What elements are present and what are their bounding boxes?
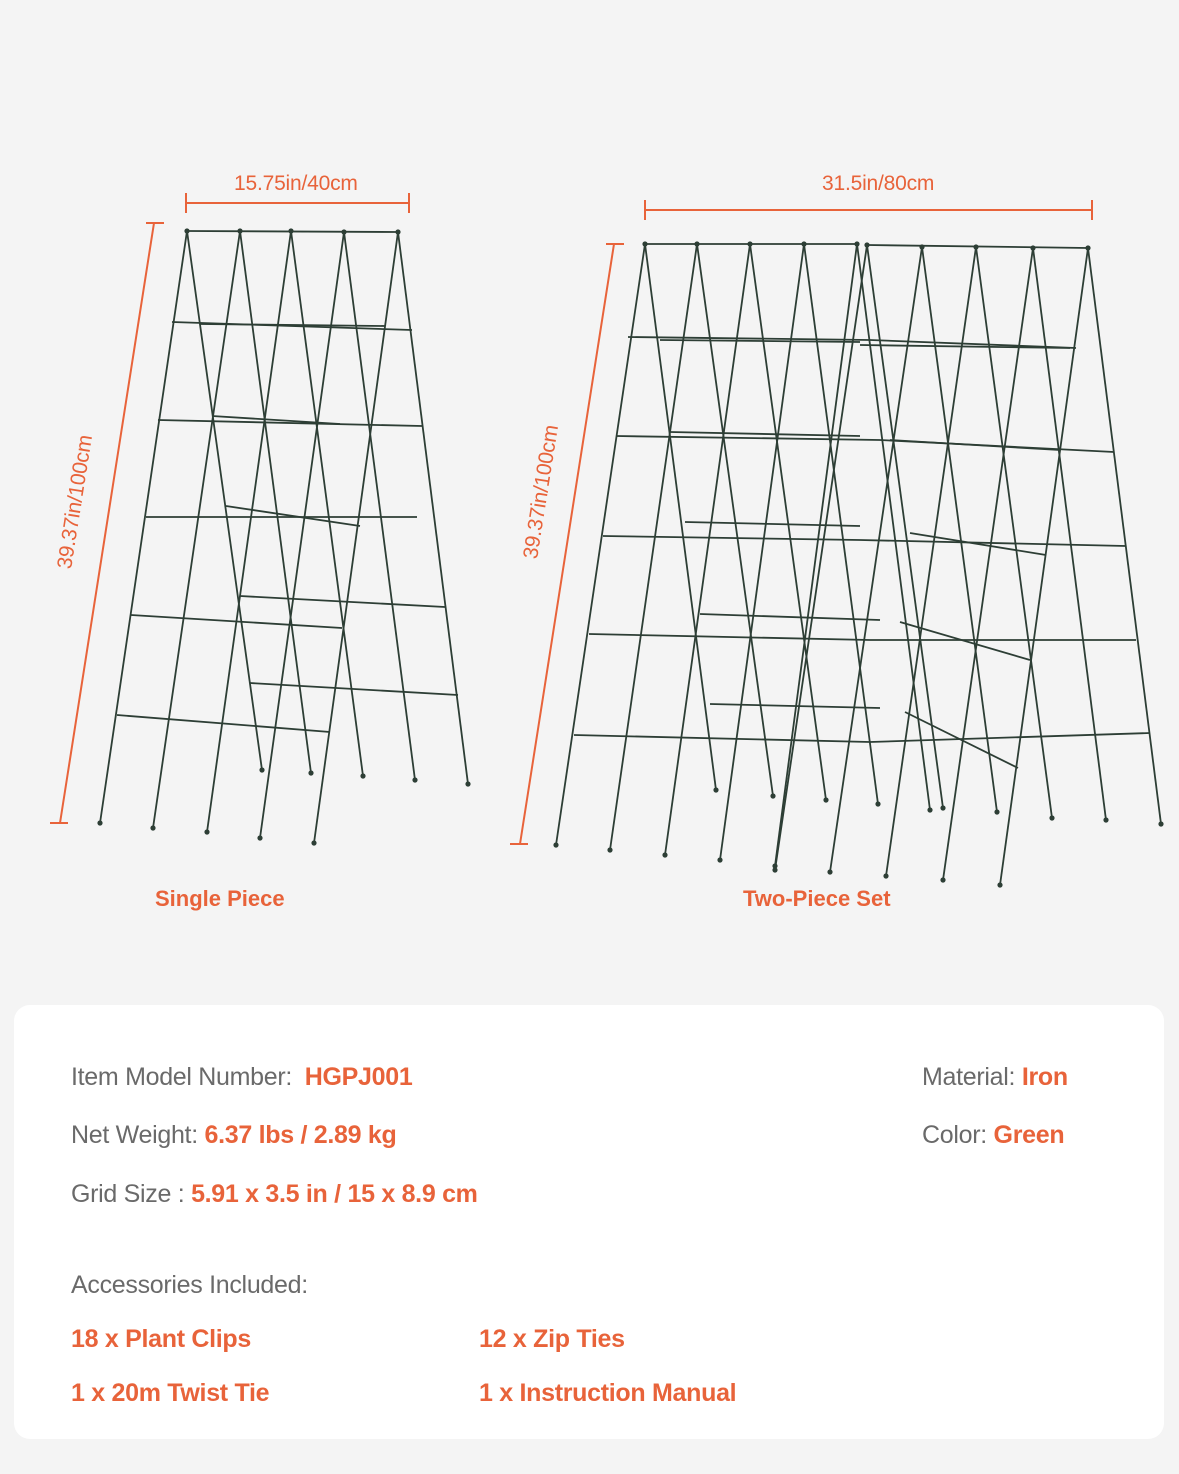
wire-end bbox=[827, 869, 832, 874]
wire-end bbox=[465, 781, 470, 786]
wire-end bbox=[940, 877, 945, 882]
single-piece-caption: Single Piece bbox=[155, 886, 285, 911]
wire-end bbox=[717, 857, 722, 862]
wire-leg bbox=[344, 232, 415, 780]
color-row bbox=[922, 1121, 1064, 1150]
wire-end bbox=[257, 835, 262, 840]
wire-end bbox=[97, 820, 102, 825]
two-piece-caption: Two-Piece Set bbox=[743, 886, 891, 911]
wire-leg bbox=[922, 247, 997, 812]
wire-rung bbox=[574, 735, 870, 742]
wire-end bbox=[770, 793, 775, 798]
color-label: Color: bbox=[922, 1121, 987, 1149]
wire-end bbox=[994, 809, 999, 814]
material-label: Material: bbox=[922, 1063, 1016, 1091]
wire-leg bbox=[867, 245, 943, 808]
model-number-label: Item Model Number: bbox=[71, 1063, 293, 1091]
wire-end bbox=[823, 797, 828, 802]
accessory-item: 18 x Plant Clips bbox=[71, 1325, 251, 1353]
wire-leg bbox=[976, 247, 1052, 818]
wire-end bbox=[927, 807, 932, 812]
wire-leg bbox=[207, 231, 291, 832]
wire-leg bbox=[665, 244, 750, 855]
single-width-label: 15.75in/40cm bbox=[234, 172, 358, 195]
wire-end bbox=[150, 825, 155, 830]
wire-rung bbox=[589, 634, 870, 640]
wire-end bbox=[772, 867, 777, 872]
wire-end bbox=[360, 773, 365, 778]
set-height-label: 39.37in/100cm bbox=[519, 423, 564, 561]
wire-rung bbox=[200, 324, 385, 326]
wire-rung bbox=[226, 506, 360, 526]
material-row bbox=[922, 1063, 1068, 1092]
single-width-dimension bbox=[186, 193, 409, 213]
wire-end bbox=[308, 770, 313, 775]
net-weight-row bbox=[71, 1121, 396, 1150]
model-number-row bbox=[71, 1063, 412, 1092]
wire-end bbox=[1103, 817, 1108, 822]
accessory-item: 12 x Zip Ties bbox=[479, 1325, 625, 1353]
wire-end bbox=[259, 767, 264, 772]
material-value: Iron bbox=[1021, 1063, 1068, 1091]
accessory-item: 1 x Instruction Manual bbox=[479, 1379, 737, 1407]
wire-rung bbox=[870, 733, 1150, 742]
trellis-wires bbox=[97, 228, 1163, 887]
wire-end bbox=[940, 805, 945, 810]
grid-size-value: 5.91 x 3.5 in / 15 x 8.9 cm bbox=[191, 1180, 478, 1208]
grid-size-label: Grid Size : bbox=[71, 1180, 185, 1208]
wire-end bbox=[875, 801, 880, 806]
wire-rung bbox=[890, 440, 1060, 450]
wire-rung bbox=[240, 596, 445, 607]
wire-end bbox=[713, 787, 718, 792]
wire-leg bbox=[100, 231, 187, 823]
set-width-label: 31.5in/80cm bbox=[822, 172, 935, 195]
spec-card bbox=[14, 1005, 1164, 1439]
wire-leg bbox=[153, 231, 240, 828]
wire-leg bbox=[291, 231, 363, 776]
wire-end bbox=[1049, 815, 1054, 820]
set-width-dimension bbox=[645, 200, 1092, 220]
wire-end bbox=[997, 882, 1002, 887]
wire-end bbox=[1158, 821, 1163, 826]
wire-end bbox=[883, 873, 888, 878]
wire-leg bbox=[645, 244, 716, 790]
wire-leg bbox=[398, 232, 468, 784]
wire-end bbox=[662, 852, 667, 857]
single-height-label: 39.37in/100cm bbox=[53, 433, 98, 571]
wire-leg bbox=[1000, 248, 1088, 885]
color-value: Green bbox=[993, 1121, 1065, 1149]
grid-size-row bbox=[71, 1180, 478, 1209]
wire-rung bbox=[860, 540, 1126, 546]
wire-end bbox=[204, 829, 209, 834]
wire-end bbox=[311, 840, 316, 845]
net-weight-value: 6.37 lbs / 2.89 kg bbox=[204, 1121, 397, 1149]
net-weight-label: Net Weight: bbox=[71, 1121, 198, 1149]
wire-rung bbox=[616, 436, 880, 440]
accessory-item: 1 x 20m Twist Tie bbox=[71, 1379, 270, 1407]
wire-leg bbox=[1088, 248, 1161, 824]
wire-rung bbox=[603, 536, 860, 540]
wire-end bbox=[412, 777, 417, 782]
wire-end bbox=[607, 847, 612, 852]
accessories-heading: Accessories Included: bbox=[71, 1271, 308, 1299]
model-number-value: HGPJ001 bbox=[304, 1063, 413, 1091]
wire-top bbox=[187, 231, 398, 232]
wire-end bbox=[553, 842, 558, 847]
